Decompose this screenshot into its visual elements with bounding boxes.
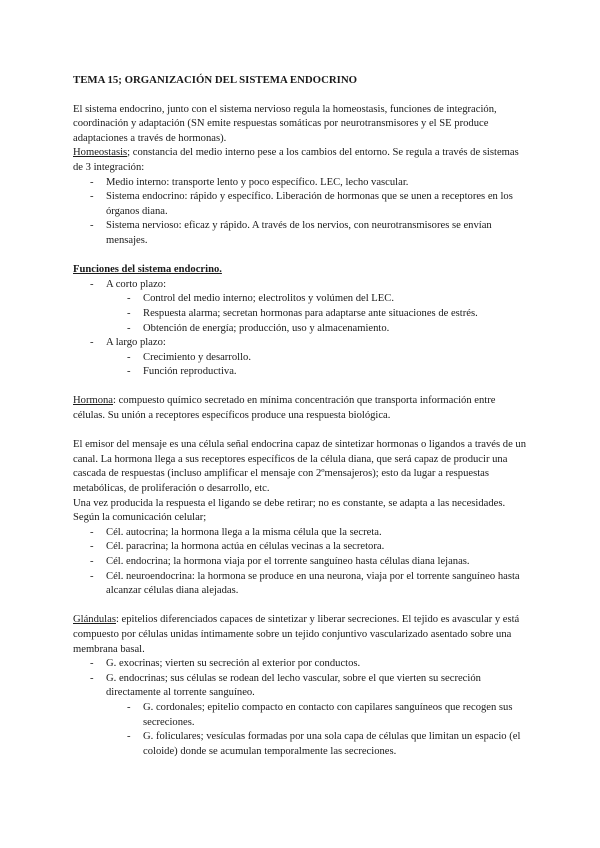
list-item: - Cél. endocrina; la hormona viaja por el torrente sanguíneo hasta células diana lejanas.	[73, 555, 528, 570]
list-item: - Cél. neuroendocrina: la hormona se produce en una neurona, viaja por el torrente sanguíneo hasta alcanzar células diana alejadas.	[73, 570, 528, 599]
hormona-term: Hormona	[73, 395, 114, 407]
list-item: - G. cordonales; epitelio compacto en contacto con capilares sanguíneos que recogen sus secreciones.	[106, 701, 528, 730]
list-item: - Función reproductiva.	[106, 365, 528, 380]
homeostasis-list	[73, 176, 528, 249]
comunicacion-list	[73, 526, 528, 599]
list-item: - Obtención de energía; producción, uso y almacenamiento.	[106, 322, 528, 337]
list-item: - G. foliculares; vesículas formadas por una sola capa de células que limitan un espacio (el coloide) donde se acumulan temporalmente las secreciones.	[106, 730, 528, 759]
funciones-heading: Funciones del sistema endocrino.	[73, 264, 222, 276]
largo-plazo-list	[106, 351, 528, 380]
funciones-list	[73, 278, 528, 380]
list-item	[73, 278, 528, 336]
respuesta-paragraph: Una vez producida la respuesta el ligando se debe retirar; no es constante, se adapta a las necesidades. Según la comunicación celular;	[73, 497, 506, 524]
endocrinas-sublist	[106, 701, 528, 759]
list-item: - Control del medio interno; electrolitos y volúmen del LEC.	[106, 292, 528, 307]
homeostasis-text: ; constancia del medio interno pese a los cambios del entorno. Se regula a través de sistemas de 3 integración:	[73, 147, 519, 173]
glandulas-paragraph	[73, 613, 528, 657]
list-item	[73, 672, 528, 760]
list-item: - Respuesta alarma; secretan hormonas para adaptarse ante situaciones de estrés.	[106, 307, 528, 322]
largo-plazo-label: A largo plazo:	[106, 337, 166, 349]
list-item: - Sistema nervioso: eficaz y rápido. A través de los nervios, con neurotransmisores se envían mensajes.	[73, 219, 528, 248]
glandulas-term: Glándulas	[73, 614, 116, 626]
homeostasis-term: Homeostasis	[73, 147, 128, 159]
list-item: - Crecimiento y desarrollo.	[106, 351, 528, 366]
endocrinas-text: G. endocrinas; sus células se rodean del lecho vascular, sobre el que vierten su secreción directamente al torrente sanguíneo.	[106, 672, 481, 699]
page-title: TEMA 15; ORGANIZACIÓN DEL SISTEMA ENDOCRINO	[73, 74, 358, 86]
glandulas-text: : epitelios diferenciados capaces de sintetizar y liberar secreciones. El tejido es avascular y está compuesto por células unidas íntimamente sobre un tejido conjuntivo vascularizado asentado sobre una membrana basal.	[73, 614, 520, 655]
intro-paragraph: El sistema endocrino, junto con el sistema nervioso regula la homeostasis, funciones de integración, coordinación y adaptación (SN emite respuestas somáticas por neurotransmisores y el SE produce adaptaciones a través de hormonas).	[73, 103, 497, 144]
document-content	[73, 73, 528, 759]
list-item: - Medio interno: transporte lento y poco específico. LEC, lecho vascular.	[73, 176, 528, 191]
corto-plazo-label: A corto plazo:	[106, 278, 167, 290]
list-item: - Sistema endocrino: rápido y específico. Liberación de hormonas que se unen a receptores en los órganos diana.	[73, 190, 528, 219]
emisor-paragraph: El emisor del mensaje es una célula señal endocrina capaz de sintetizar hormonas o ligandos a través de un canal. La hormona llega a sus receptores específicos de la célula diana, que será capaz de producir una cascada de respuestas (incluso amplificar el mensaje con 2ºmensajeros); esto da lugar a respuestas metabólicas, de proliferación o desarrollo, etc.	[73, 439, 527, 495]
list-item: - Cél. autocrina; la hormona llega a la misma célula que la secreta.	[73, 526, 528, 541]
hormona-paragraph	[73, 394, 528, 423]
glandulas-list	[73, 657, 528, 759]
homeostasis-paragraph	[73, 146, 528, 175]
corto-plazo-list	[106, 292, 528, 336]
list-item: - G. exocrinas; vierten su secreción al exterior por conductos.	[73, 657, 528, 672]
list-item	[73, 336, 528, 380]
hormona-text: : compuesto químico secretado en mínima concentración que transporta información entre células. Su unión a receptores específicos produce una respuesta biológica.	[73, 395, 496, 422]
list-item: - Cél. paracrina; la hormona actúa en células vecinas a la secretora.	[73, 540, 528, 555]
